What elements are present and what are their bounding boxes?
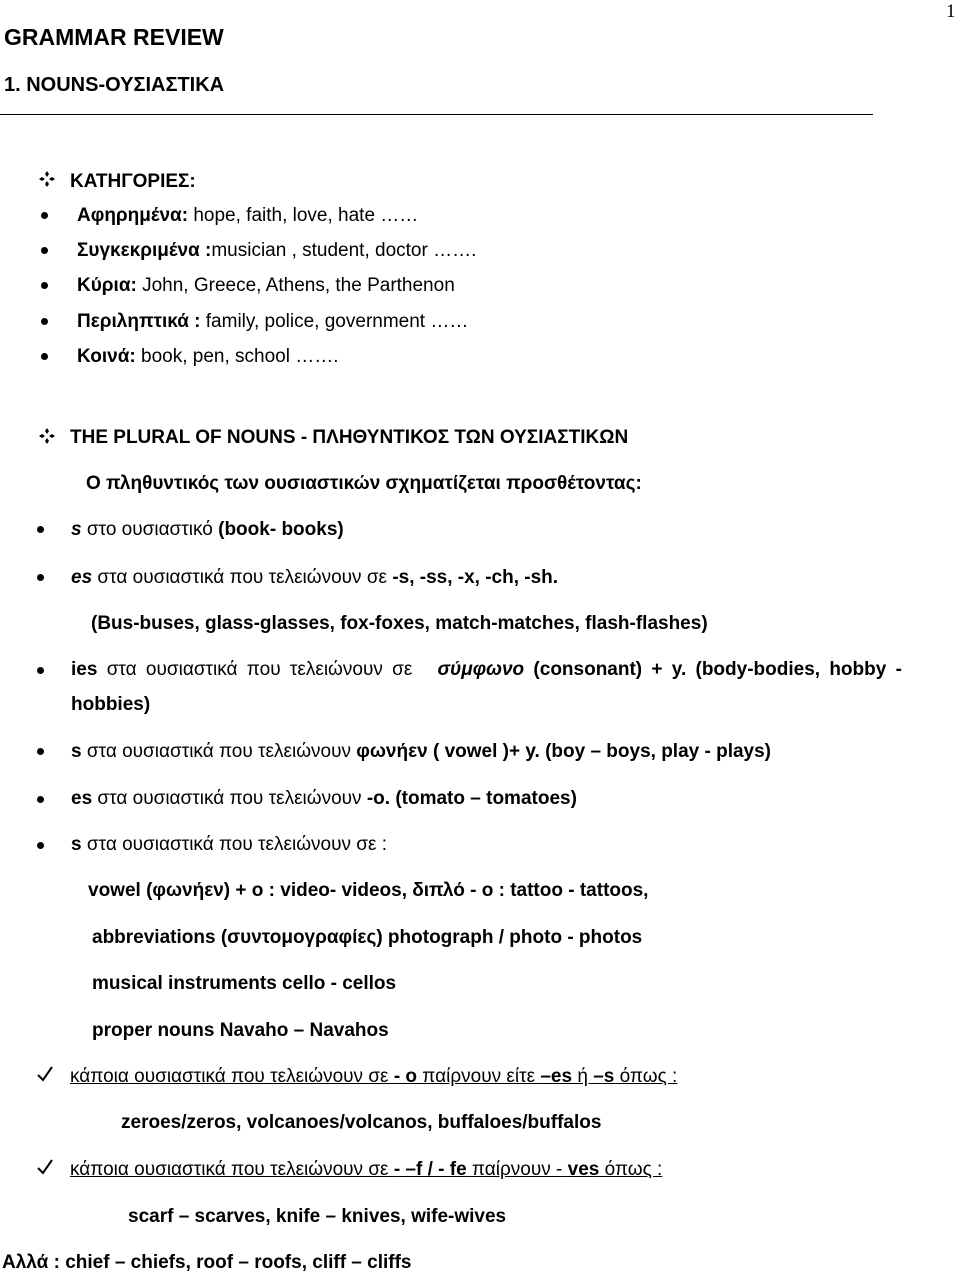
bullet-icon <box>37 574 44 581</box>
rule-endings: -s, -ss, -x, -ch, -sh. <box>392 567 559 588</box>
rule-greek: σύμφωνο <box>437 659 525 680</box>
page-number: 1 <box>946 1 956 22</box>
rule-ies <box>71 660 902 679</box>
rule-mark: s <box>71 834 82 855</box>
checkmark-icon <box>36 1158 54 1176</box>
bullet-icon <box>37 796 44 803</box>
rule-mark: s <box>71 519 82 540</box>
category-label: Αφηρημένα: <box>77 205 189 226</box>
rule-text: στα ουσιαστικά που τελειώνουν <box>92 788 367 809</box>
check-text: παίρνουν - <box>466 1159 568 1180</box>
category-text: hope, faith, love, hate …… <box>188 205 419 226</box>
diamond-bullet-icon <box>38 427 56 445</box>
rule-mark: es <box>71 567 93 588</box>
category-item <box>77 241 476 260</box>
document-title: GRAMMAR REVIEW <box>4 24 224 50</box>
rule-rest: ( vowel )+ y. (boy – boys, play - plays) <box>427 741 772 762</box>
check-text: κάποια ουσιαστικά που τελειώνουν σε <box>70 1159 394 1180</box>
category-text: musician , student, doctor ……. <box>211 240 477 261</box>
s-o-line: abbreviations (συντομογραφίες) photograph / photo - photos <box>92 927 643 948</box>
check-text: όπως : <box>614 1066 678 1087</box>
check-ending: - –f / - fe <box>393 1159 467 1180</box>
category-label: Κοινά: <box>77 346 136 367</box>
bullet-icon <box>37 667 44 674</box>
check-text: ή <box>572 1066 594 1087</box>
exceptions-label: Αλλά <box>2 1252 49 1273</box>
rule-rest: (consonant) + y. (body-bodies, hobby - <box>524 659 902 680</box>
bullet-icon <box>37 526 44 533</box>
check-examples: scarf – scarves, knife – knives, wife-wives <box>128 1206 507 1227</box>
check-s: –s <box>593 1066 615 1087</box>
es-examples: (Bus-buses, glass-glasses, fox-foxes, match-matches, flash-flashes) <box>91 613 708 634</box>
rule-mark: es <box>71 788 93 809</box>
bullet-icon <box>41 282 48 289</box>
category-item <box>77 347 339 366</box>
rule-greek: φωνήεν <box>356 741 428 762</box>
s-o-line: vowel (φωνήεν) + o : video- videos, διπλό - o : tattoo - tattoos, <box>88 880 649 901</box>
check-examples: zeroes/zeros, volcanoes/volcanos, buffaloes/buffalos <box>121 1112 602 1133</box>
category-item <box>77 206 418 225</box>
rule-mark: s <box>71 741 82 762</box>
category-text: family, police, government …… <box>200 311 469 332</box>
check-ending: - o <box>393 1066 418 1087</box>
categories-heading: ΚΑΤΗΓΟΡΙΕΣ: <box>70 171 196 192</box>
bullet-icon <box>41 318 48 325</box>
check-ves: ves <box>567 1159 600 1180</box>
rule-text: στα ουσιαστικά που τελειώνουν <box>81 741 357 762</box>
exceptions-text: : chief – chiefs, roof – roofs, cliff – cliffs <box>48 1252 412 1273</box>
rule-o <box>71 789 577 808</box>
rule-s-o <box>71 835 387 854</box>
check-es: –es <box>540 1066 573 1087</box>
section-title: 1. NOUNS-ΟΥΣΙΑΣΤΙΚΑ <box>4 74 225 96</box>
category-label: Κύρια: <box>77 275 137 296</box>
category-label: Συγκεκριμένα : <box>77 240 212 261</box>
rule-text: στα ουσιαστικά που τελειώνουν σε : <box>81 834 388 855</box>
s-o-line: proper nouns Navaho – Navahos <box>92 1020 389 1041</box>
rule-text: στο ουσιαστικό <box>81 519 219 540</box>
check-text: κάποια ουσιαστικά που τελειώνουν σε <box>70 1066 394 1087</box>
category-text: John, Greece, Athens, the Parthenon <box>136 275 455 296</box>
rule-mark: ies <box>71 659 98 680</box>
rule-text: στα ουσιαστικά που τελειώνουν σε <box>92 567 393 588</box>
plural-intro: Ο πληθυντικός των ουσιαστικών σχηματίζεται προσθέτοντας: <box>86 473 642 494</box>
s-o-line: musical instruments cello - cellos <box>92 973 397 994</box>
bullet-icon <box>41 212 48 219</box>
bullet-icon <box>41 247 48 254</box>
diamond-bullet-icon <box>38 170 56 188</box>
rule-example: (book- books) <box>218 519 344 540</box>
category-item <box>77 312 468 331</box>
category-text: book, pen, school ……. <box>135 346 339 367</box>
category-item <box>77 276 455 295</box>
check-rule-o <box>70 1067 677 1086</box>
category-label: Περιληπτικά : <box>77 311 201 332</box>
title-divider <box>0 114 873 115</box>
check-text: παίρνουν είτε <box>417 1066 541 1087</box>
rule-vowel-y <box>71 742 771 761</box>
check-rule-f <box>70 1160 662 1179</box>
bullet-icon <box>37 748 44 755</box>
exceptions-line <box>2 1253 412 1272</box>
checkmark-icon <box>36 1065 54 1083</box>
bullet-icon <box>41 353 48 360</box>
plural-heading: THE PLURAL OF NOUNS - ΠΛΗΘΥΝΤΙΚΟΣ ΤΩΝ ΟΥΣΙΑΣΤΙΚΩΝ <box>70 427 629 448</box>
bullet-icon <box>37 842 44 849</box>
rule-ies-cont: hobbies) <box>71 694 151 715</box>
rule-s <box>71 520 344 539</box>
check-text: όπως : <box>599 1159 663 1180</box>
rule-text: στα ουσιαστικά που τελειώνουν σε <box>97 659 422 680</box>
rule-es <box>71 568 558 587</box>
rule-rest: -o. (tomato – tomatoes) <box>366 788 577 809</box>
